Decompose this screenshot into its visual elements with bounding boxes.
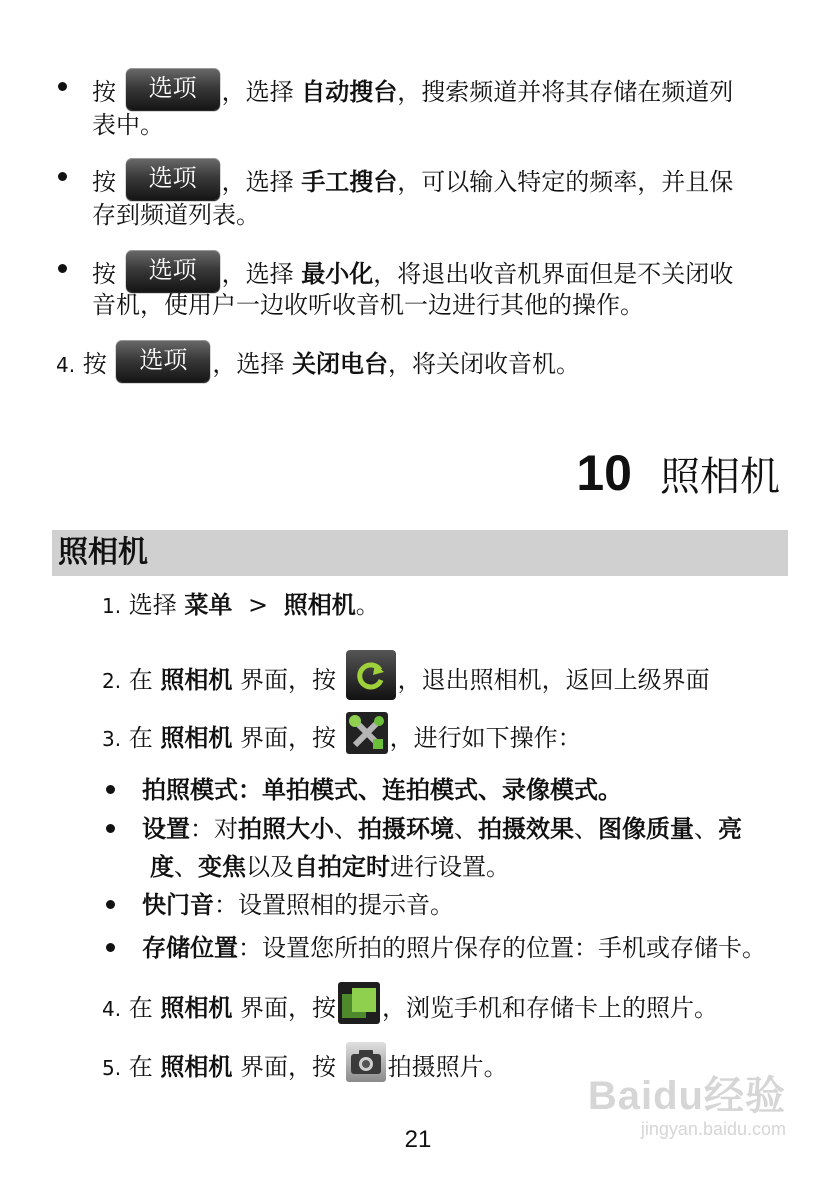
- step-line: 4. 在 照相机 界面，按 ，浏览手机和存储卡上的照片。: [102, 988, 718, 1030]
- step-line: 1. 选择 菜单 > 照相机。: [102, 591, 380, 619]
- option-line: 快门音：设置照相的提示音。: [142, 891, 454, 919]
- camera-icon[interactable]: [346, 1042, 386, 1082]
- section-heading: [52, 530, 788, 576]
- page-number: 21: [404, 1126, 432, 1153]
- bullet-continuation: 表中。: [92, 111, 164, 139]
- chapter-title: [576, 444, 780, 502]
- step-line: 3. 在 照相机 界面，按 ，进行如下操作：: [102, 718, 582, 760]
- tools-icon[interactable]: [346, 712, 388, 754]
- option-line: 拍照模式：单拍模式、连拍模式、录像模式。: [142, 776, 622, 804]
- options-button[interactable]: 选项: [126, 250, 220, 292]
- step-line: 2. 在 照相机 界面，按 ，退出照相机，返回上级界面: [102, 656, 710, 706]
- option-continuation: 度、变焦以及自拍定时进行设置。: [150, 853, 510, 881]
- bullet-dot: [106, 785, 115, 794]
- chapter-number: 10: [576, 445, 632, 501]
- bullet-line: 按 选项 ，选择 自动搜台，搜索频道并将其存储在频道列: [92, 72, 733, 114]
- bullet-continuation: 存到频道列表。: [92, 201, 260, 229]
- bullet-line: 按 选项 ，选择 最小化，将退出收音机界面但是不关闭收: [92, 254, 733, 296]
- options-button[interactable]: 选项: [126, 68, 220, 110]
- watermark-title: Baidu经验: [587, 1074, 786, 1118]
- bullet-dot: [58, 172, 67, 181]
- option-line: 存储位置：设置您所拍的照片保存的位置：手机或存储卡。: [142, 934, 766, 962]
- options-button[interactable]: 选项: [126, 158, 220, 200]
- bullet-dot: [106, 943, 115, 952]
- bullet-line: 按 选项 ，选择 手工搜台，可以输入特定的频率，并且保: [92, 162, 733, 204]
- bullet-continuation: 音机，使用户一边收听收音机一边进行其他的操作。: [92, 291, 644, 319]
- option-line: 设置：对拍照大小、拍摄环境、拍摄效果、图像质量、亮: [142, 815, 742, 843]
- step-line: 5. 在 照相机 界面，按 拍摄照片。: [102, 1048, 508, 1088]
- watermark-url: jingyan.baidu.com: [640, 1119, 786, 1139]
- bullet-dot: [58, 264, 67, 273]
- section-title: 照相机: [58, 535, 148, 570]
- gallery-icon[interactable]: [338, 982, 380, 1024]
- bullet-dot: [58, 82, 67, 91]
- step-line: 4. 按 选项 ，选择 关闭电台，将关闭收音机。: [56, 344, 580, 386]
- bullet-dot: [106, 900, 115, 909]
- chapter-name: 照相机: [660, 454, 780, 500]
- options-button[interactable]: 选项: [116, 340, 210, 382]
- bullet-dot: [106, 824, 115, 833]
- back-arrow-icon[interactable]: [346, 650, 396, 700]
